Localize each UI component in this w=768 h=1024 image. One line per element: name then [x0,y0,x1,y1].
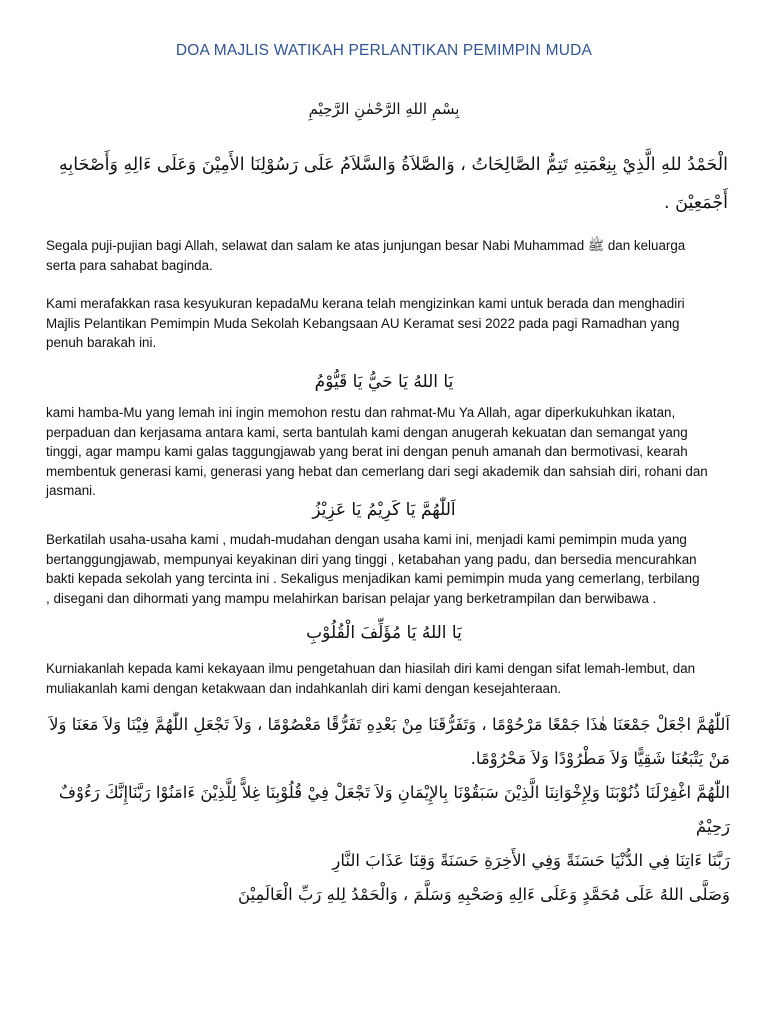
invocation-heading: يَا اللهُ يَا حَيُّ يَا قَيُّوْمُ [314,372,454,392]
paragraph-line: perpaduan dan kerjasama antara kami, serta bantulah kami dengan anugerah kekuatan dan semangat yang [46,424,688,440]
paragraph-line: Kami merafakkan rasa kesyukuran kepadaMu kerana telah mengizinkan kami untuk berada dan menghadiri [46,296,685,311]
document-title: DOA MAJLIS WATIKAH PERLANTIKAN PEMIMPIN MUDA [175,42,593,59]
invocation-heading: اَللّٰهُمَّ يَا كَرِيْمُ يَا عَزِيْزُ [312,500,456,520]
paragraph-line: membentuk generasi kami, generasi yang hebat dan cemerlang dari segi akademik dan sahsiah diri, rohani dan [46,463,708,479]
closing-arabic-line: مَنْ يَتْبَعُنَا شَقِيًّا وَلاَ مَطْرُوْدًا وَلاَ مَحْرُوْمًا. [470,749,730,768]
paragraph-knowledge [46,659,726,698]
paragraph-line: Berkatilah usaha-usaha kami , mudah-mudahan dengan usaha kami ini, menjadi kami pemimpin muda yang [46,532,687,547]
paragraph-line: Majlis Pelantikan Pemimpin Muda Sekolah Kebangsaan AU Keramat sesi 2022 pada pagi Ramadhan yang [46,315,680,331]
closing-arabic-line: رَحِيْمٌ [695,817,730,836]
paragraph-line: bertanggungjawab, mempunyai keyakinan diri yang tinggi , ketabahan yang padu, dan bersedia mencurahkan [46,551,697,567]
closing-arabic [30,708,730,912]
paragraph-line: Kurniakanlah kepada kami kekayaan ilmu pengetahuan dan hiasilah diri kami dengan sifat lemah-lembut, dan [46,661,696,676]
opening-arabic-line: الْحَمْدُ للهِ الَّذِيْ بِنِعْمَتِهِ تَتِمُّ الصَّالِحَاتُ ، وَالصَّلاَةُ وَالسَّلاَمُ عَلَى رَسُوْلِنَا الأَمِيْنَ وَعَلَى ءَالِهِ وَأَصْحَابِهِ [58,155,728,175]
paragraph-line: bakti kepada sekolah yang tercinta ini . Sekaligus menjadikan kami pemimpin muda yang cemerlang, terbilang [46,571,700,586]
paragraph-blessing [46,530,726,608]
paragraph-line: serta para sahabat baginda. [46,257,213,273]
opening-arabic-line: أَجْمَعِيْنَ . [664,193,728,213]
paragraph-gratitude [46,294,726,353]
closing-arabic-line: اَللّٰهُمَّ اجْعَلْ جَمْعَنَا هٰذَا جَمْعًا مَرْحُوْمًا ، وَتَفَرُّقَنَا مِنْ بَعْدِهِ تَفَرُّقًا مَعْصُوْمًا ، وَلاَ تَجْعَلِ اللّٰهُمَّ فِيْنَا وَلاَ مَعَنَا وَلاَ [49,715,730,734]
paragraph-line: kami hamba-Mu yang lemah ini ingin memohon restu dan rahmat-Mu Ya Allah, agar diperkukuhkan ikatan, [46,405,676,420]
paragraph-plea [46,403,726,501]
paragraph-line: penuh barakah ini. [46,335,157,350]
closing-arabic-line: رَبَّنَا ءَاتِنَا فِي الدُّنْيَا حَسَنَةً وَفِي الأَخِرَةِ حَسَنَةً وَقِنَا عَذَابَ النَّارِ [332,851,730,870]
opening-arabic [40,146,728,222]
paragraph-salutation [46,236,726,275]
paragraph-line: tinggi, agar mampu kami galas taggungjawab yang berat ini dengan penuh amanah dan bermotivasi, kearah [46,444,688,459]
closing-arabic-line: وَصَلَّى اللهُ عَلَى مُحَمَّدٍ وَعَلَى ءَالِهِ وَصَحْبِهِ وَسَلَّمَ ، وَالْحَمْدُ لِلهِ رَبِّ الْعَالَمِيْنَ [237,885,730,904]
paragraph-line: , disegani dan dihormati yang mampu melahirkan barisan pelajar yang berketrampilan dan berwibawa . [46,590,657,606]
paragraph-line: jasmani. [46,483,96,498]
paragraph-line: muliakanlah kami dengan ketakwaan dan indahkanlah diri kami dengan kesejahteraan. [46,680,562,696]
closing-arabic-line: اللّٰهُمَّ اغْفِرْلَنَا ذُنُوْبَنَا وَلِإِخْوَانِنَا الَّذِيْنَ سَبَقُوْنَا بِالإِيْمَانِ وَلاَ تَجْعَلْ فِيْ قُلُوْبِنَا غِلاًّ لِلَّذِيْنَ ءَامَنُوْا رَبَّنَاإِنَّكَ رَءُوْفٌ [58,783,730,802]
paragraph-line: Segala puji-pujian bagi Allah, selawat dan salam ke atas junjungan besar Nabi Muhammad ﷺ dan keluarga [46,238,686,253]
basmalah: بِسْمِ اللهِ الرَّحْمٰنِ الرَّحِيْمِ [308,100,460,118]
invocation-heading: يَا اللهُ يَا مُؤَلِّفَ الْقُلُوْبِ [306,623,462,643]
